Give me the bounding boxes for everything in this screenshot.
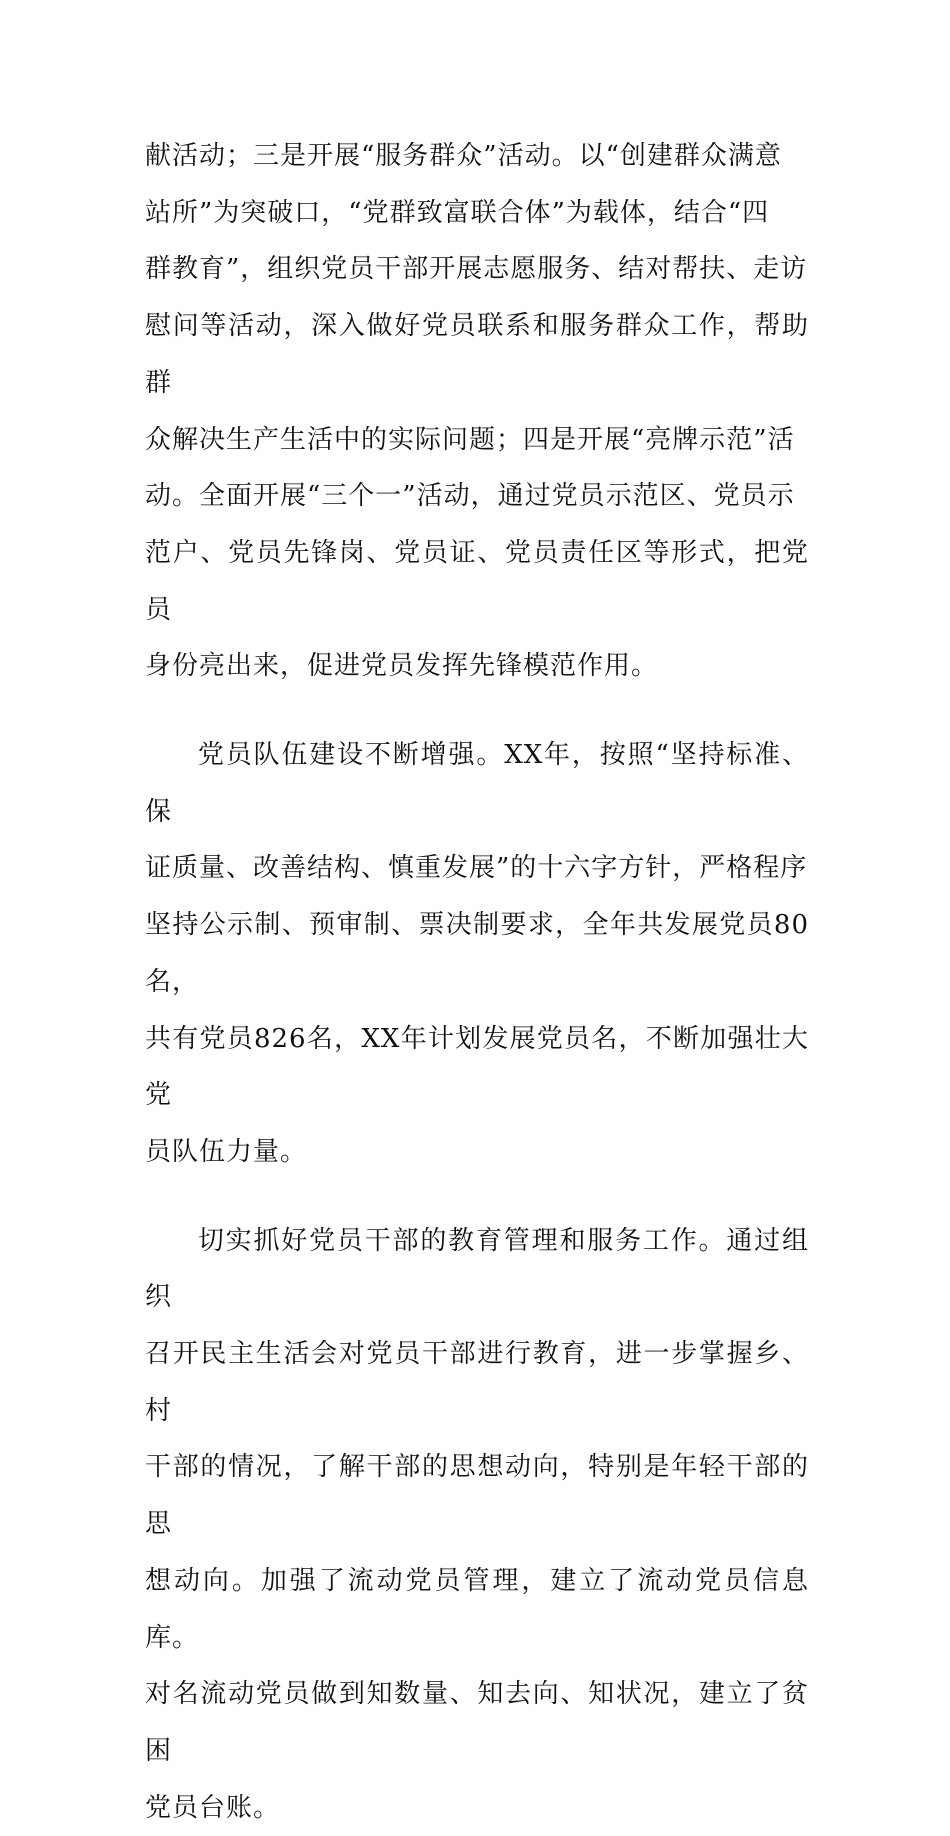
paragraph-service-activities [145,128,809,695]
text-line: 想动向。加强了流动党员管理，建立了流动党员信息库。 [145,1565,809,1653]
paragraph-spacer [145,1181,809,1213]
text-line: 身份亮出来，促进党员发挥先锋模范作用。 [145,651,659,682]
text-line: 献活动；三是开展“服务群众”活动。以“创建群众满意 [145,141,782,171]
text-line: 站所”为突破口，“党群致富联合体”为载体，结合“四 [145,197,770,228]
text-line: 慰问等活动，深入做好党员联系和服务群众工作，帮助群 [145,311,809,398]
text-line: 员队伍力量。 [145,1136,308,1167]
text-line: 党员队伍建设不断增强。XX年，按照“坚持标准、保 [145,740,809,827]
paragraph-education-management [145,1213,809,1836]
text-line: 召开民主生活会对党员干部进行教育，进一步掌握乡、村 [145,1339,809,1426]
text-line: 群教育”，组织党员干部开展志愿服务、结对帮扶、走访 [145,254,808,285]
text-line: 动。全面开展“三个一”活动，通过党员示范区、党员示 [145,481,795,512]
text-line: 坚持公示制、预审制、票决制要求，全年共发展党员80名， [145,910,809,997]
text-line: 范户、党员先锋岗、党员证、党员责任区等形式，把党员 [145,537,809,625]
text-line: 众解决生产生活中的实际问题；四是开展“亮牌示范”活 [145,424,795,455]
text-line: 证质量、改善结构、慎重发展”的十六字方针，严格程序 [145,853,808,884]
text-line: 干部的情况，了解干部的思想动向，特别是年轻干部的思 [145,1452,809,1540]
paragraph-party-team-building [145,727,809,1181]
text-line: 共有党员826名，XX年计划发展党员名，不断加强壮大党 [145,1023,809,1111]
text-line: 党员台账。 [145,1792,281,1823]
text-line: 对名流动党员做到知数量、知去向、知状况，建立了贫困 [145,1679,809,1766]
document-body [145,128,809,1836]
text-line: 切实抓好党员干部的教育管理和服务工作。通过组织 [145,1225,809,1313]
paragraph-spacer [145,695,809,727]
